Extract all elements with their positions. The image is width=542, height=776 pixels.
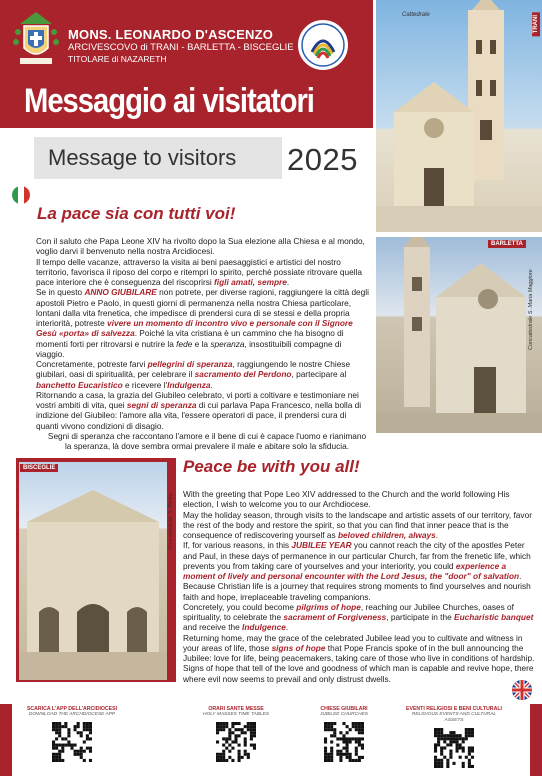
english-paragraph: Signs of hope that tell of the love and goodness of which man is capable and revive hope, there where evil now seems to prevail and only distrust dwells. — [183, 663, 534, 684]
italian-paragraph: Segni di speranza che raccontano l'amore e il bene di cui è capace l'uomo e rianimano la speranza, là dove sembra ormai prevalere il male e abitare solo la sfiducia. — [47, 430, 367, 451]
page-title: Messaggio ai visitatori — [24, 82, 314, 120]
bishop-title: TITOLARE di NAZARETH — [68, 54, 167, 64]
footer-sublabel: DOWNLOAD THE ARCHDIOCESE APP — [28, 712, 116, 717]
jubilee-logo-icon — [298, 20, 348, 70]
italian-paragraph: Ritornando a casa, la grazia del Giubileo celebrato, vi porti a coltivare e testimoniare nei vostri ambiti di vita, quei segni di speranza di cui parlava Papa Francesco, nella bolla di indizione del Giubileo: l'amore alla vita, l'essere operatori di pace, il prendersi cura di quanti vivono condizioni di disagio. — [36, 389, 362, 431]
italian-heading: La pace sia con tutti voi! — [37, 204, 236, 223]
bishop-name: MONS. LEONARDO D'ASCENZO — [68, 27, 274, 42]
archbishop-crest-icon — [10, 10, 62, 68]
bisceglie-caption: Concattedrale S. Pietro — [168, 493, 174, 550]
footer-left-bar — [0, 704, 12, 776]
bishop-role: ARCIVESCOVO di TRANI - BARLETTA - BISCEGLIE — [68, 42, 294, 53]
english-paragraph: If, for various reasons, in this JUBILEE YEAR you cannot reach the city of the apostles Peter and Paul, in these days of permanence in our particular Church, far from the frenetic life, which prevents you from taking care of yourselves and your interiority, you could experience a moment of lively and personal encounter with the Lord Jesus, the "door" of salvation. Because Christian life is a journey that requires strong moments to find yourselves and nourish faith and hope, irreplaceable traveling companions. — [183, 540, 531, 602]
barletta-caption: Concattedrale S. Maria Maggiore — [528, 269, 534, 350]
uk-flag-icon — [512, 680, 532, 700]
italian-paragraph: Se in questo ANNO GIUBILARE non potrete, per diverse ragioni, raggiungere la città degli apostoli Pietro e Paolo, in questi giorni di permanenza nella nostra Chiesa particolare, lontani dalla vita frenetica, che impedisce di prendersi cura di se stessi e della propria interiorità, potreste vivere un momento di incontro vivo e personale con il Signore Gesù «porta» di salvezza. Poiché la vita cristiana è un cammino che ha bisogno di momenti forti per ritrovarsi e nutrire la fede e la speranza, insostituibili compagne di viaggio. — [36, 287, 369, 359]
footer-sublabel: RELIGIOUS EVENTS AND CULTURAL ASSETS — [411, 712, 497, 723]
qr-code-icon[interactable] — [52, 722, 92, 762]
english-title: Message to visitors — [48, 145, 237, 170]
english-paragraph: With the greeting that Pope Leo XIV addressed to the Church and the world following His election, I wish to welcome you to our Archdiocese. — [183, 489, 510, 510]
barletta-label: BARLETTA — [488, 240, 526, 248]
footer-label: ORARI SANTE MESSE — [208, 706, 264, 712]
qr-code-icon[interactable] — [216, 722, 256, 762]
trani-caption: Cattedrale — [402, 12, 430, 18]
footer-app-download[interactable] — [20, 706, 124, 762]
barletta-church-photo — [376, 237, 542, 433]
footer-sublabel: JUBILEE CHURCHES — [320, 712, 368, 717]
footer-mass-times[interactable] — [184, 706, 288, 762]
english-paragraph: Concretely, you could become pilgrims of hope, reaching our Jubilee Churches, oases of spirituality, to celebrate the sacrament of Forgiveness, participate in the Eucharistic banquet and receive the Indulgence. — [183, 601, 534, 633]
footer-right-bar — [530, 704, 542, 776]
trani-label: TRANI — [532, 12, 540, 36]
english-paragraph: May the holiday season, through visits to the landscape and artistic assets of our territory, favor the rest of the body and restore the spirit, so that you can find that inner peace that is the consequence of rediscovering yourself as beloved children, always. — [183, 509, 532, 540]
english-body — [183, 489, 535, 684]
english-paragraph: Returning home, may the grace of the celebrated Jubilee lead you to cultivate and witness in your areas of life, those signs of hope that Pope Francis spoke of in the bull announcing the Jubilee: love for life, being peacemakers, taking care of those who live in conditions of hardship. — [183, 632, 535, 663]
bisceglie-church-photo — [19, 462, 167, 680]
footer-label: SCARICA L'APP DELL'ARCIDIOCESI — [26, 706, 118, 712]
footer-label: CHIESE GIUBILARI — [320, 706, 368, 712]
bisceglie-label: BISCEGLIE — [20, 464, 58, 472]
footer-jubilee-churches[interactable] — [292, 706, 396, 762]
italian-paragraph: Il tempo delle vacanze, attraverso la visita ai beni paesaggistici e artistici del nostro territorio, favorisca il riposo del corpo e ritempri lo spirito, perché possiate ritrovare quella pace interiore che è conseguenza del riscoprirsi figli amati, sempre. — [36, 256, 363, 287]
year-label: 2025 — [287, 142, 358, 177]
qr-code-icon[interactable] — [434, 728, 474, 768]
footer-events[interactable] — [402, 706, 506, 768]
italian-body — [36, 236, 370, 451]
footer-sublabel: HOLY MASSES TIME TABLES — [202, 712, 270, 717]
qr-code-icon[interactable] — [324, 722, 364, 762]
trani-cathedral-photo — [376, 0, 542, 232]
footer-label: EVENTI RELIGIOSI E BENI CULTURALI — [406, 706, 502, 712]
italy-flag-icon — [12, 186, 30, 204]
english-heading: Peace be with you all! — [183, 457, 360, 476]
italian-paragraph: Concretamente, potreste farvi pellegrini di speranza, raggiungendo le nostre Chiese giubilari, oasi di spiritualità, per celebrare il sacramento del Perdono, partecipare al banchetto Eucaristico e ricevere l'Indulgenza. — [36, 359, 351, 390]
italian-paragraph: Con il saluto che Papa Leone XIV ha rivolto dopo la Sua elezione alla Chiesa e al mondo, voglio darvi il benvenuto nella nostra Arcidiocesi. — [36, 236, 365, 257]
